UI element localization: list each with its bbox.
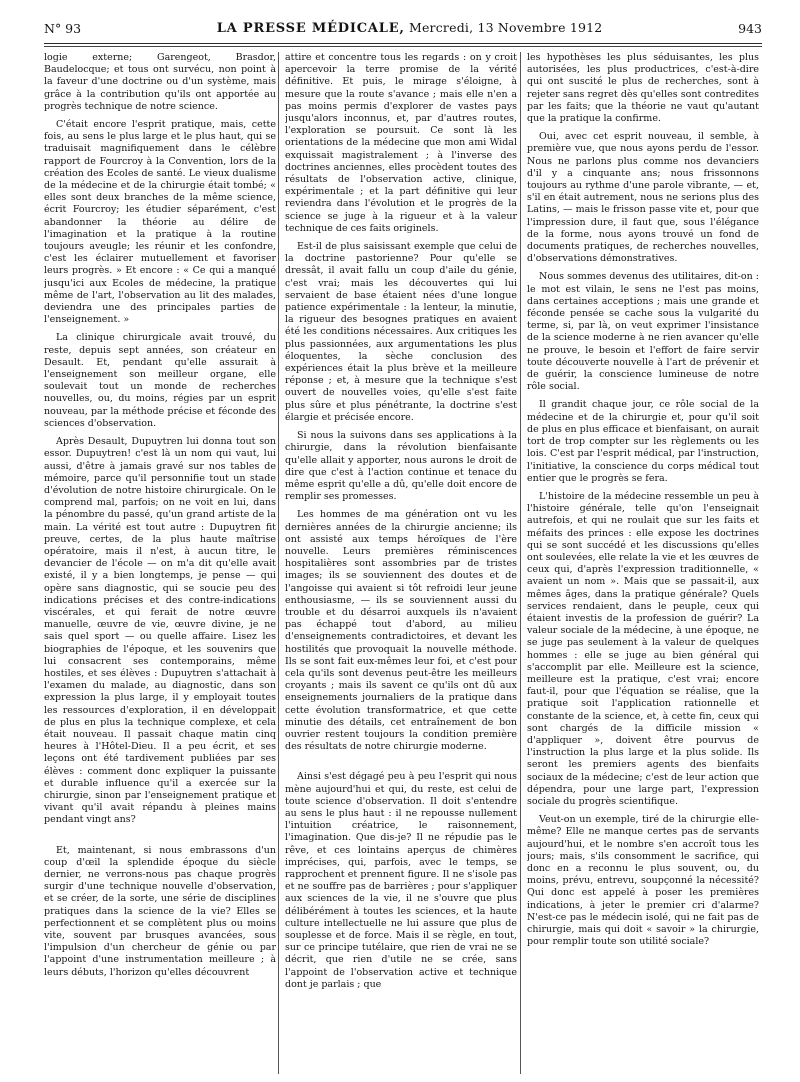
header-rule [44,43,762,44]
page-number: 943 [738,20,762,36]
paragraph: Si nous la suivons dans ses applications à la chirurgie, dans la révolution bienfaisante qu'elle allait y apporter, nous aurons le droit de dire que c'est à l'action continue et tenace du même esprit qu'elle a dû, qu'elle doit encore de remplir ses promesses. [285,430,517,503]
paragraph: L'histoire de la médecine ressemble un peu à l'histoire générale, telle qu'on l'enseignait autrefois, et qui ne roulait que sur les faits et méfaits des princes : elle expose les doctrines qui se sont succédé et les discussions qu'elles ont soulevées, elle relate la vie et les œuvres de ceux qui, d'après l'expression traditionnelle, « avaient un nom ». Mais que se passait-il, aux mêmes âges, dans la pratique générale? Quels services rendaient, dans le peuple, ceux qui étaient investis de la profession de guérir? La valeur sociale de la médecine, à une époque, ne se juge pas seulement à la valeur de quelques hommes : elle se juge au bien général qui s'accomplit par elle. Meilleure est la science, meilleure est la pratique, c'est vrai; encore faut-il, pour que l'équation se réalise, que la pratique soit l'application rationnelle et constante de la science, et, à cette fin, ceux qui sont chargés de la difficile mission « d'appliquer », doivent être pourvus de l'instruction la plus large et la plus solide. Ils seront les premiers agents des bienfaits sociaux de la médecine; c'est de leur action que dépendra, pour une large part, l'expression sociale du progrès scientifique. [527,490,759,807]
paragraph: La clinique chirurgicale avait trouvé, du reste, depuis sept années, son créateur en Desault. Et, pendant qu'elle assurait à l'enseignement son meilleur organe, elle soulevait tout un monde de recherches nouvelles, ou, du moins, régies par un esprit nouveau, par la méthode précise et féconde des sciences d'observation. [44,332,276,429]
paragraph: attire et concentre tous les regards : on y croit apercevoir la terre promise de la vérité définitive. Et puis, le mirage s'éloigne, à mesure que la route s'avance ; mais elle n'en a pas moins permis d'explorer de vastes pays jusqu'alors inconnus, et, par d'autres routes, l'exploration se poursuit. Ce sont là les orientations de la médecine que mon ami Widal exquissait magistralement ; à l'inverse des doctrines anciennes, elles procèdent toutes des résultats de l'observation active, clinique, expérimentale ; et la part définitive qui leur reviendra dans l'évolution et le progrès de la science se juge à la rigueur et à la valeur technique de ces faits originels. [285,52,517,234]
paragraph: Veut-on un exemple, tiré de la chirurgie elle-même? Elle ne manque certes pas de servants aujourd'hui, et le nombre s'en accroît tous les jours; mais, s'ils consomment le sacrifice, qui donc en a reconnu le plus souvent, ou, du moins, prévu, entrevu, soupçonné la nécessité? Qui donc est appelé à poser les premières indications, à jeter le premier cri d'alarme? N'est-ce pas le médecin isolé, qui ne fait pas de chirurgie, mais qui doit « savoir » la chirurgie, pour remplir toute son utilité sociale? [527,814,759,948]
paragraph: logie externe; Garengeot, Brasdor, Baudelocque; et tous ont survécu, non point à la faveur d'une doctrine ou d'un système, mais grâce à la contribution qu'ils ont apportée au progrès technique de notre science. [44,52,276,112]
paragraph: les hypothèses les plus séduisantes, les plus autorisées, les plus productrices, c'est-à-dire qui ont suscité le plus de recherches, sont à rejeter sans regret dès qu'elles sont contredites par les faits; que la théorie ne vaut qu'autant que la pratique la confirme. [527,52,759,125]
text-column-1 [44,52,276,1074]
issue-date: Mercredi, 13 Novembre 1912 [408,20,603,35]
masthead [217,20,603,36]
paragraph: Oui, avec cet esprit nouveau, il semble, à première vue, que nous ayons perdu de l'essor. Nous ne parlons plus comme nos devanciers d'il y a cinquante ans; nous frissonnons toujours au rythme d'une parole vibrante, — et, s'il en était autrement, nous ne serions plus des Latins, — mais le frisson passe vite et, pour que l'impression dure, il faut que, sous l'élégance de la forme, nous ayons trouvé un fond de documents pratiques, de recherches nouvelles, d'observations démonstratives. [527,131,759,265]
paragraph: Il grandit chaque jour, ce rôle social de la médecine et de la chirurgie et, pour qu'il soit de plus en plus efficace et bienfaisant, on aurait tort de trop compter sur les règlements ou les lois. C'est par l'esprit médical, par l'instruction, l'initiative, la conscience du corps médical tout entier que le progrès se fera. [527,399,759,484]
page-header [44,16,762,40]
paragraph: Nous sommes devenus des utilitaires, dit-on : le mot est vilain, le sens ne l'est pas moins, dans certaines acceptions ; mais une grande et féconde pensée se cache sous la vulgarité du terme, si, par là, on veut exprimer l'insistance de la science moderne à ne rien avancer qu'elle ne prouve, le besoin et l'effort de faire servir toute découverte nouvelle à l'art de prévenir et de guérir, la conscience lumineuse de notre rôle social. [527,271,759,393]
text-column-2 [285,52,517,1074]
column-divider [520,52,521,1074]
issue-number: N° 93 [44,20,82,36]
column-divider [278,52,279,1074]
paragraph: C'était encore l'esprit pratique, mais, cette fois, au sens le plus large et le plus haut, qui se traduisait magnifiquement dans le célèbre rapport de Fourcroy à la Convention, lors de la création des Ecoles de santé. Le vieux dualisme de la médecine et de la chirurgie était tombé; « elles sont deux branches de la même science, écrit Fourcroy; les étudier séparément, c'est abandonner la théorie au délire de l'imagination et la pratique à la routine toujours aveugle; les réunir et les confondre, c'est les éclairer mutuellement et favoriser leurs progrès. » Et encore : « Ce qui a manqué jusqu'ici aux Ecoles de médecine, la pratique même de l'art, l'observation au lit des malades, deviendra une des principales parties de l'enseignement. » [44,119,276,326]
paragraph: Les hommes de ma génération ont vu les dernières années de la chirurgie ancienne; ils ont assisté aux temps héroïques de l'ère nouvelle. Leurs premières réminiscences hospitalières sont assombries par de tristes images; ils se souviennent des doutes et de l'angoisse qui avaient si tôt refroidi leur jeune enthousiasme, — ils se souviennent aussi du trouble et du désarroi auxquels ils n'avaient pas échappé tout d'abord, au milieu d'enseignements contradictoires, et devant les hostilités que provoquait la nouvelle méthode. Ils se sont fait eux-mêmes leur foi, et c'est pour cela qu'ils sont devenus peut-être les meilleurs croyants ; mais ils savent ce qu'ils ont dû aux enseignements journaliers de la pratique dans cette évolution transformatrice, et que cette minutie des détails, cet entraînement de bon ouvrier restent toujours la condition première des résultats de notre chirurgie moderne. [285,509,517,753]
text-column-3 [527,52,759,1074]
paragraph: Et, maintenant, si nous embrassons d'un coup d'œil la splendide époque du siècle dernier, ne verrons-nous pas chaque progrès surgir d'une technique nouvelle d'observation, et se créer, de la sorte, une série de disciplines pratiques dans la science de la vie? Elles se perfectionnent et se complètent plus ou moins vite, souvent par brusques avancées, sous l'impulsion d'un chercheur de génie ou par l'appoint d'une instrumentation meilleure ; à leurs débuts, l'horizon qu'elles découvrent [44,844,276,978]
header-rule-thin [44,46,762,47]
journal-title: LA PRESSE MÉDICALE, [216,21,405,36]
paragraph: Ainsi s'est dégagé peu à peu l'esprit qui nous mène aujourd'hui et qui, du reste, est celui de toute science d'observation. Il doit s'entendre au sens le plus haut : il ne repousse nullement l'intuition créatrice, le raisonnement, l'imagination. Que dis-je? Il ne répudie pas le rêve, et ces lointains aperçus de chimères imprécises, qui, parfois, avec le temps, se rapprochent et prennent figure. Il ne s'isole pas et ne souffre pas de barrières ; pour s'appliquer aux sciences de la vie, il ne s'ouvre que plus délibérément à toutes les sciences, et la haute culture intellectuelle ne lui assure que plus de souplesse et de force. Mais il se règle, en tout, sur ce principe tutélaire, que rien de vrai ne se décrit, que rien d'utile ne se crée, sans l'appoint de l'observation active et technique dont je parlais ; que [285,771,517,990]
paragraph: Après Desault, Dupuytren lui donna tout son essor. Dupuytren! c'est là un nom qui vaut, lui aussi, d'être à jamais gravé sur nos tables de mémoire, parce qu'il personnifie tout un stade d'évolution de notre histoire chirurgicale. On le comprend mal, parfois; on ne voit en lui, dans la pénombre du passé, qu'un grand artiste de la main. La vérité est tout autre : Dupuytren fit preuve, certes, de la plus haute maîtrise opératoire, mais il n'est, à aucun titre, le devancier de l'école — on m'a dit qu'elle avait existé, il y a bien longtemps, je pense — qui opère sans diagnostic, qui se soucie peu des indications précises et des contre-indications viscérales, et qui ferait de notre œuvre manuelle, œuvre de vie, œuvre divine, je ne sais quel sport — ou quelle affaire. Lisez les biographies de l'époque, et les souvenirs que lui consacrent ses contemporains, même hostiles, et ses élèves : Dupuytren s'attachait à l'examen du malade, au diagnostic, dans son expression la plus large, il y employait toutes les ressources d'exploration, il en développait de plus en plus la technique complexe, et cela était nouveau. Il passait chaque matin cinq heures à l'Hôtel-Dieu. Il a peu écrit, et ses leçons ont été tardivement publiées par ses élèves : comment donc expliquer la puissante et durable influence qu'il a exercée sur la chirurgie, sinon par l'enseignement pratique et vivant qu'il avait répandu à pleines mains pendant vingt ans? [44,436,276,826]
paragraph: Est-il de plus saisissant exemple que celui de la doctrine pastorienne? Pour qu'elle se dressât, il avait fallu un coup d'aile du génie, c'est vrai; mais les découvertes qui lui servaient de base étaient nées d'une longue patience expérimentale : la lenteur, la minutie, la rigueur des besognes pratiques en avaient été les conditions nécessaires. Aux critiques les plus passionnées, aux argumentations les plus éloquentes, la sèche conclusion des expériences était la plus brève et la meilleure réponse ; et, à mesure que la technique s'est ouvert de nouvelles voies, qu'elle s'est faite plus sûre et plus pénétrante, la doctrine s'est élargie et précisée encore. [285,241,517,423]
